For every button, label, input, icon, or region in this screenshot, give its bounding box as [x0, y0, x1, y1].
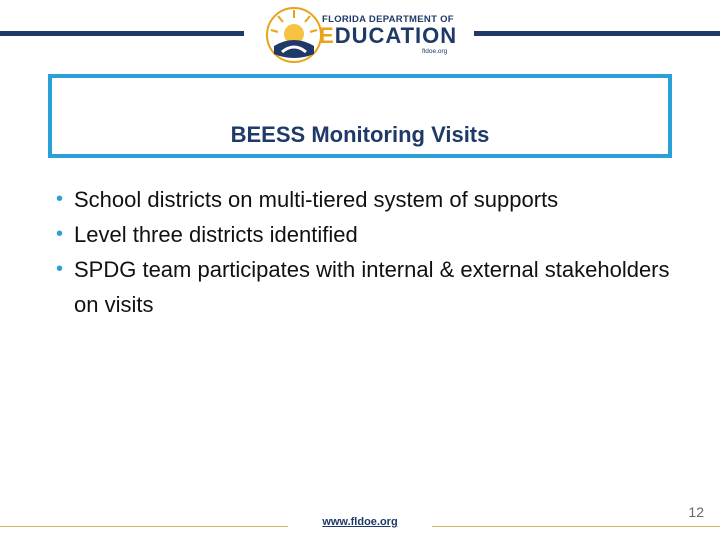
bullet-item	[56, 217, 676, 252]
footer-rule-right	[432, 526, 720, 527]
header-rule-right	[474, 31, 720, 36]
bullet-item	[56, 252, 676, 322]
bullet-item	[56, 182, 676, 217]
bullet-text: Level three districts identified	[74, 222, 358, 247]
bullet-icon: •	[56, 223, 64, 245]
logo-line2	[319, 23, 457, 49]
bullet-icon: •	[56, 258, 64, 280]
title-box	[48, 74, 672, 158]
bullet-text: School districts on multi-tiered system of supports	[74, 187, 559, 212]
footer-rule-left	[0, 526, 288, 527]
bullet-list	[56, 182, 676, 322]
header-rule-left	[0, 31, 244, 36]
bullet-text: SPDG team participates with internal & external stakeholders on visits	[74, 257, 670, 317]
logo-line1: FLORIDA DEPARTMENT OF	[322, 14, 454, 25]
slide-title: BEESS Monitoring Visits	[230, 122, 490, 147]
logo-url: fldoe.org	[422, 48, 448, 55]
seal-icon	[264, 4, 324, 66]
logo-line2-rest: DUCATION	[334, 23, 458, 48]
bullet-icon: •	[56, 188, 64, 210]
fldoe-logo	[264, 4, 464, 66]
footer-website-link[interactable]: www.fldoe.org	[322, 516, 398, 528]
logo-line2-accent: E	[319, 23, 335, 48]
page-number: 12	[688, 504, 704, 520]
